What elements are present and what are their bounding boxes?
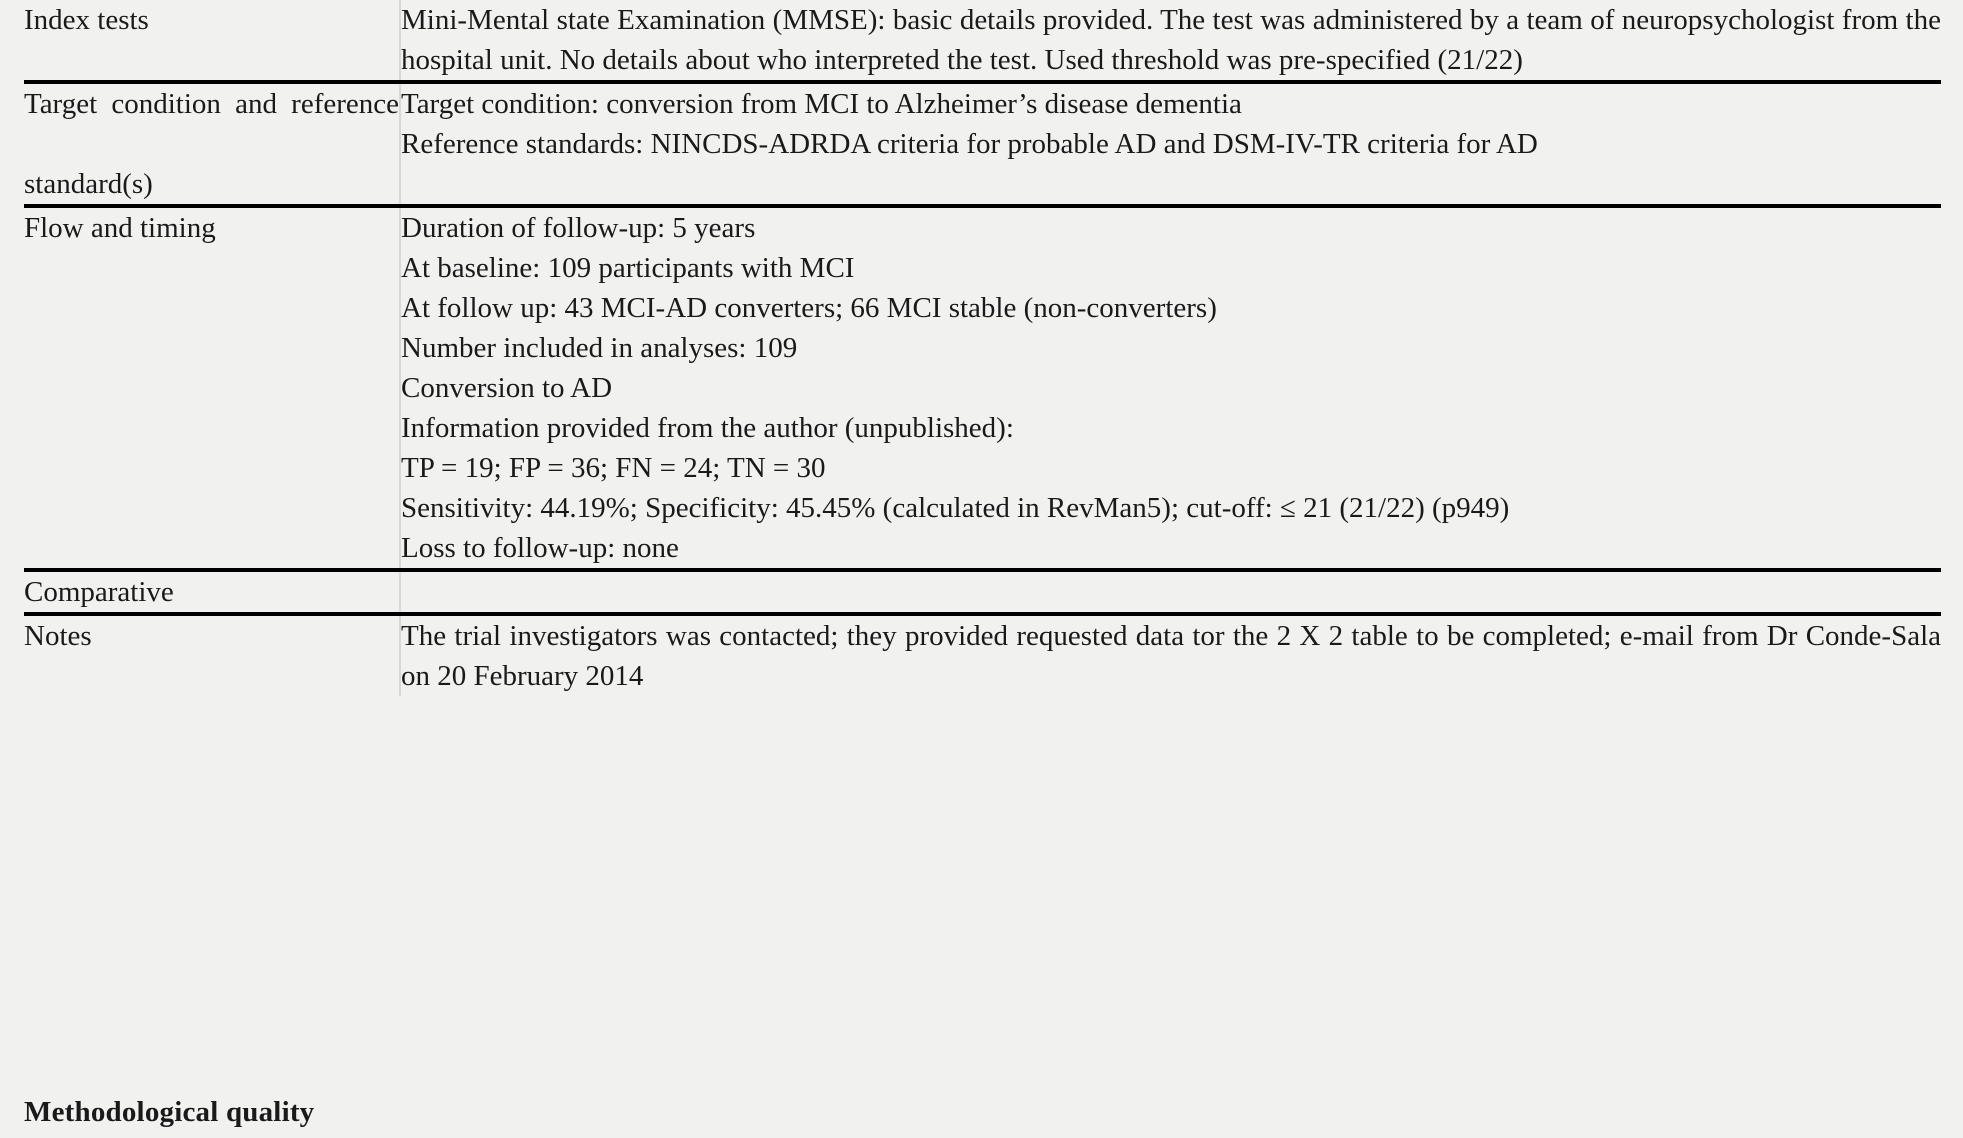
table-row-comparative bbox=[24, 570, 1941, 614]
table-row-notes bbox=[24, 614, 1941, 696]
row-content-index-tests: Mini-Mental state Examination (MMSE): basic details provided. The test was administered by a team of neuropsychologist from the hospital unit. No details about who interpreted the test. Used threshold was pre-specified (21/22) bbox=[401, 4, 1941, 76]
row-label-notes: Notes bbox=[24, 620, 92, 652]
row-label-cell bbox=[24, 614, 400, 696]
row-content-cell bbox=[400, 82, 1941, 206]
flow-line-duration: Duration of follow-up: 5 years bbox=[401, 212, 756, 244]
row-content-cell bbox=[400, 0, 1941, 82]
reference-standards-line: Reference standards: NINCDS-ADRDA criteria for probable AD and DSM-IV-TR criteria for AD bbox=[401, 128, 1538, 160]
flow-line-contingency: TP = 19; FP = 36; FN = 24; TN = 30 bbox=[401, 452, 826, 484]
row-content-comparative-empty bbox=[401, 572, 1941, 612]
row-label-flow-and-timing: Flow and timing bbox=[24, 212, 216, 244]
flow-line-sensitivity: Sensitivity: 44.19%; Specificity: 45.45% (calculated in RevMan5); cut-off: ≤ 21 (21/22) (p949) bbox=[401, 492, 1510, 524]
flow-line-followup: At follow up: 43 MCI-AD converters; 66 MCI stable (non-converters) bbox=[401, 292, 1217, 324]
characteristics-table bbox=[24, 0, 1941, 696]
row-label-cell bbox=[24, 570, 400, 614]
row-content-cell bbox=[400, 206, 1941, 570]
row-label-target-condition-line1: Target condition and reference bbox=[24, 88, 399, 120]
row-label-cell bbox=[24, 82, 400, 206]
table-row-flow-and-timing bbox=[24, 206, 1941, 570]
flow-line-information: Information provided from the author (unpublished): bbox=[401, 412, 1014, 444]
table-row-target-condition bbox=[24, 82, 1941, 206]
row-label-index-tests: Index tests bbox=[24, 4, 149, 36]
flow-line-loss: Loss to follow-up: none bbox=[401, 532, 679, 564]
row-label-cell bbox=[24, 0, 400, 82]
section-heading-methodological-quality: Methodological quality bbox=[24, 1096, 315, 1128]
table-row-index-tests bbox=[24, 0, 1941, 82]
row-content-cell bbox=[400, 570, 1941, 614]
row-content-notes: The trial investigators was contacted; they provided requested data tor the 2 X 2 table to be completed; e-mail from Dr Conde-Sala on 20 February 2014 bbox=[401, 620, 1941, 692]
flow-line-number-included: Number included in analyses: 109 bbox=[401, 332, 798, 364]
flow-line-baseline: At baseline: 109 participants with MCI bbox=[401, 252, 855, 284]
row-label-cell bbox=[24, 206, 400, 570]
row-label-comparative: Comparative bbox=[24, 576, 174, 608]
target-condition-line: Target condition: conversion from MCI to Alzheimer’s disease dementia bbox=[401, 88, 1242, 120]
row-content-cell bbox=[400, 614, 1941, 696]
flow-line-conversion: Conversion to AD bbox=[401, 372, 613, 404]
row-label-target-condition-line2: standard(s) bbox=[24, 168, 153, 200]
